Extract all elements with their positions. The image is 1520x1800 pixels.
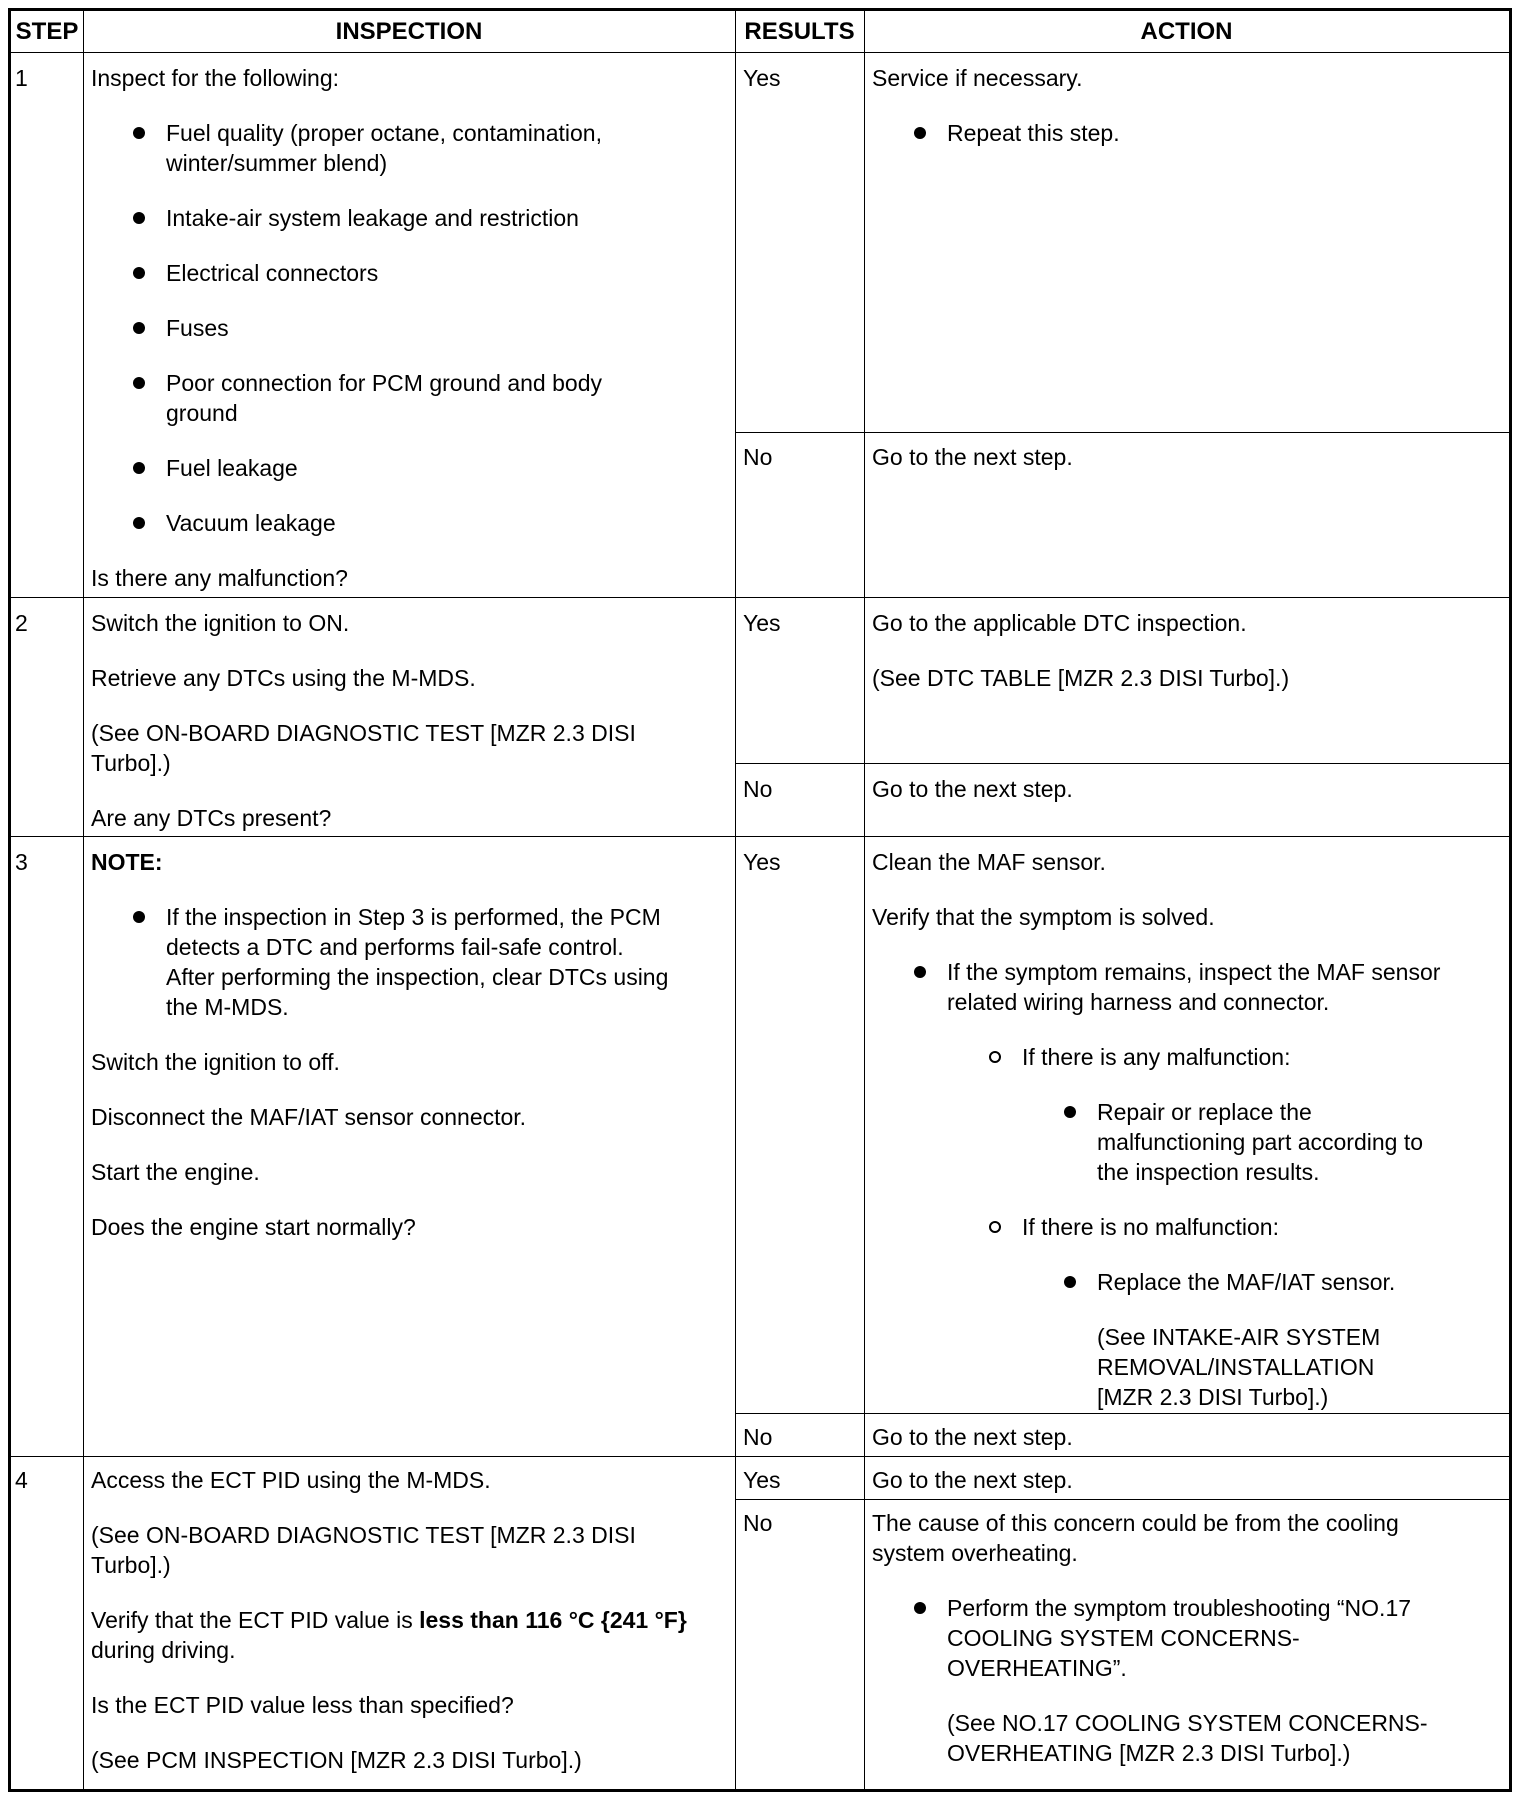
inspection-bullet: Electrical connectors — [166, 258, 646, 288]
step-2-yes-action — [872, 608, 1497, 693]
bullet-icon — [914, 127, 926, 139]
inspection-question: Are any DTCs present? — [91, 805, 332, 831]
inspection-bullet: Fuel leakage — [166, 453, 646, 483]
action-text: The cause of this concern could be from the cooling system overheating. — [872, 1510, 1399, 1566]
inspection-line: Disconnect the MAF/IAT sensor connector. — [91, 1104, 527, 1130]
subrow-divider — [735, 1413, 1509, 1414]
step-3-no-action: Go to the next step. — [872, 1424, 1073, 1450]
step-number: 2 — [15, 610, 28, 636]
action-text: Go to the applicable DTC inspection. — [872, 610, 1247, 636]
step-1-no-action: Go to the next step. — [872, 444, 1073, 470]
step-2-inspection — [91, 608, 711, 833]
result-yes: Yes — [743, 610, 781, 636]
inspection-reference: (See PCM INSPECTION [MZR 2.3 DISI Turbo].) — [91, 1747, 582, 1773]
inspection-bullet: Poor connection for PCM ground and body ground — [166, 368, 646, 428]
bullet-icon — [1064, 1106, 1076, 1118]
circle-bullet-icon — [989, 1221, 1001, 1233]
inspection-line: Switch the ignition to off. — [91, 1049, 340, 1075]
step-4-no-action — [872, 1508, 1472, 1768]
inspection-question: Does the engine start normally? — [91, 1214, 416, 1240]
header-step: STEP — [15, 18, 79, 45]
inspection-reference: (See ON-BOARD DIAGNOSTIC TEST [MZR 2.3 DISI Turbo].) — [91, 720, 636, 776]
row-divider — [11, 597, 1509, 598]
inspection-intro: Inspect for the following: — [91, 65, 340, 91]
action-reference: (See INTAKE-AIR SYSTEM REMOVAL/INSTALLATION [MZR 2.3 DISI Turbo].) — [1097, 1324, 1381, 1410]
result-yes: Yes — [743, 849, 781, 875]
action-bullet: If the symptom remains, inspect the MAF sensor related wiring harness and connector. — [947, 957, 1467, 1017]
result-no: No — [743, 1510, 773, 1536]
result-yes: Yes — [743, 65, 781, 91]
bullet-icon — [1064, 1276, 1076, 1288]
inspection-line: Switch the ignition to ON. — [91, 610, 350, 636]
inspection-line: Access the ECT PID using the M-MDS. — [91, 1467, 491, 1493]
bullet-icon — [133, 212, 145, 224]
action-bullet: Perform the symptom troubleshooting “NO.17 COOLING SYSTEM CONCERNS-OVERHEATING”. — [947, 1593, 1462, 1683]
inspection-bullet: Vacuum leakage — [166, 508, 646, 538]
subrow-divider — [735, 1499, 1509, 1500]
row-divider — [11, 836, 1509, 837]
action-bullet: Repeat this step. — [947, 118, 1497, 148]
result-no: No — [743, 444, 773, 470]
result-no: No — [743, 776, 773, 802]
inspection-question: Is there any malfunction? — [91, 565, 348, 591]
header-inspection: INSPECTION — [335, 18, 483, 45]
step-3-yes-action — [872, 847, 1497, 1412]
bullet-icon — [133, 267, 145, 279]
action-text: Clean the MAF sensor. — [872, 849, 1106, 875]
inspection-verify: Verify that the ECT PID value is less than 116 °C {241 °F} during driving. — [91, 1607, 687, 1663]
bullet-icon — [133, 911, 145, 923]
bullet-icon — [914, 966, 926, 978]
step-3-inspection — [91, 847, 721, 1242]
action-reference: (See DTC TABLE [MZR 2.3 DISI Turbo].) — [872, 665, 1290, 691]
result-no: No — [743, 1424, 773, 1450]
step-1-yes-action — [872, 63, 1497, 148]
action-sub-sub-bullet: Replace the MAF/IAT sensor. — [1097, 1267, 1417, 1297]
bullet-icon — [914, 1602, 926, 1614]
inspection-bullet: Fuel quality (proper octane, contamination, winter/summer blend) — [166, 118, 646, 178]
bullet-icon — [133, 322, 145, 334]
action-text: Service if necessary. — [872, 65, 1083, 91]
circle-bullet-icon — [989, 1051, 1001, 1063]
inspection-line: Retrieve any DTCs using the M-MDS. — [91, 665, 476, 691]
column-divider — [83, 11, 84, 1789]
inspection-line: Start the engine. — [91, 1159, 260, 1185]
diagnostic-procedure-table — [8, 8, 1512, 1792]
action-sub-bullet: If there is any malfunction: — [1022, 1042, 1467, 1072]
column-divider — [735, 11, 736, 1789]
step-4-inspection — [91, 1465, 711, 1775]
step-number: 1 — [15, 65, 28, 91]
step-4-yes-action: Go to the next step. — [872, 1467, 1073, 1493]
row-divider — [11, 1456, 1509, 1457]
action-sub-sub-bullet: Repair or replace the malfunctioning part according to the inspection results. — [1097, 1097, 1427, 1187]
step-number: 4 — [15, 1467, 28, 1493]
column-divider — [864, 11, 865, 1789]
header-results: RESULTS — [744, 18, 855, 45]
inspection-question: Is the ECT PID value less than specified? — [91, 1692, 514, 1718]
action-reference: (See NO.17 COOLING SYSTEM CONCERNS-OVERHEATING [MZR 2.3 DISI Turbo].) — [947, 1710, 1428, 1766]
bullet-icon — [133, 377, 145, 389]
step-number: 3 — [15, 849, 28, 875]
header-action: ACTION — [1140, 18, 1233, 45]
inspection-bullet: Fuses — [166, 313, 646, 343]
subrow-divider — [735, 432, 1509, 433]
bullet-icon — [133, 127, 145, 139]
action-text: Verify that the symptom is solved. — [872, 904, 1215, 930]
inspection-reference: (See ON-BOARD DIAGNOSTIC TEST [MZR 2.3 DISI Turbo].) — [91, 1522, 636, 1578]
bullet-icon — [133, 462, 145, 474]
inspection-bullet: Intake-air system leakage and restriction — [166, 203, 646, 233]
note-bullet: If the inspection in Step 3 is performed, the PCM detects a DTC and performs fail-safe control. After performing the inspection, clear DTCs using the M-MDS. — [166, 902, 676, 1022]
result-yes: Yes — [743, 1467, 781, 1493]
step-1-inspection — [91, 63, 721, 593]
note-label: NOTE: — [91, 849, 163, 875]
subrow-divider — [735, 763, 1509, 764]
bullet-icon — [133, 517, 145, 529]
step-2-no-action: Go to the next step. — [872, 776, 1073, 802]
spec-value: less than 116 °C {241 °F} — [419, 1607, 687, 1633]
action-sub-bullet: If there is no malfunction: — [1022, 1212, 1467, 1242]
